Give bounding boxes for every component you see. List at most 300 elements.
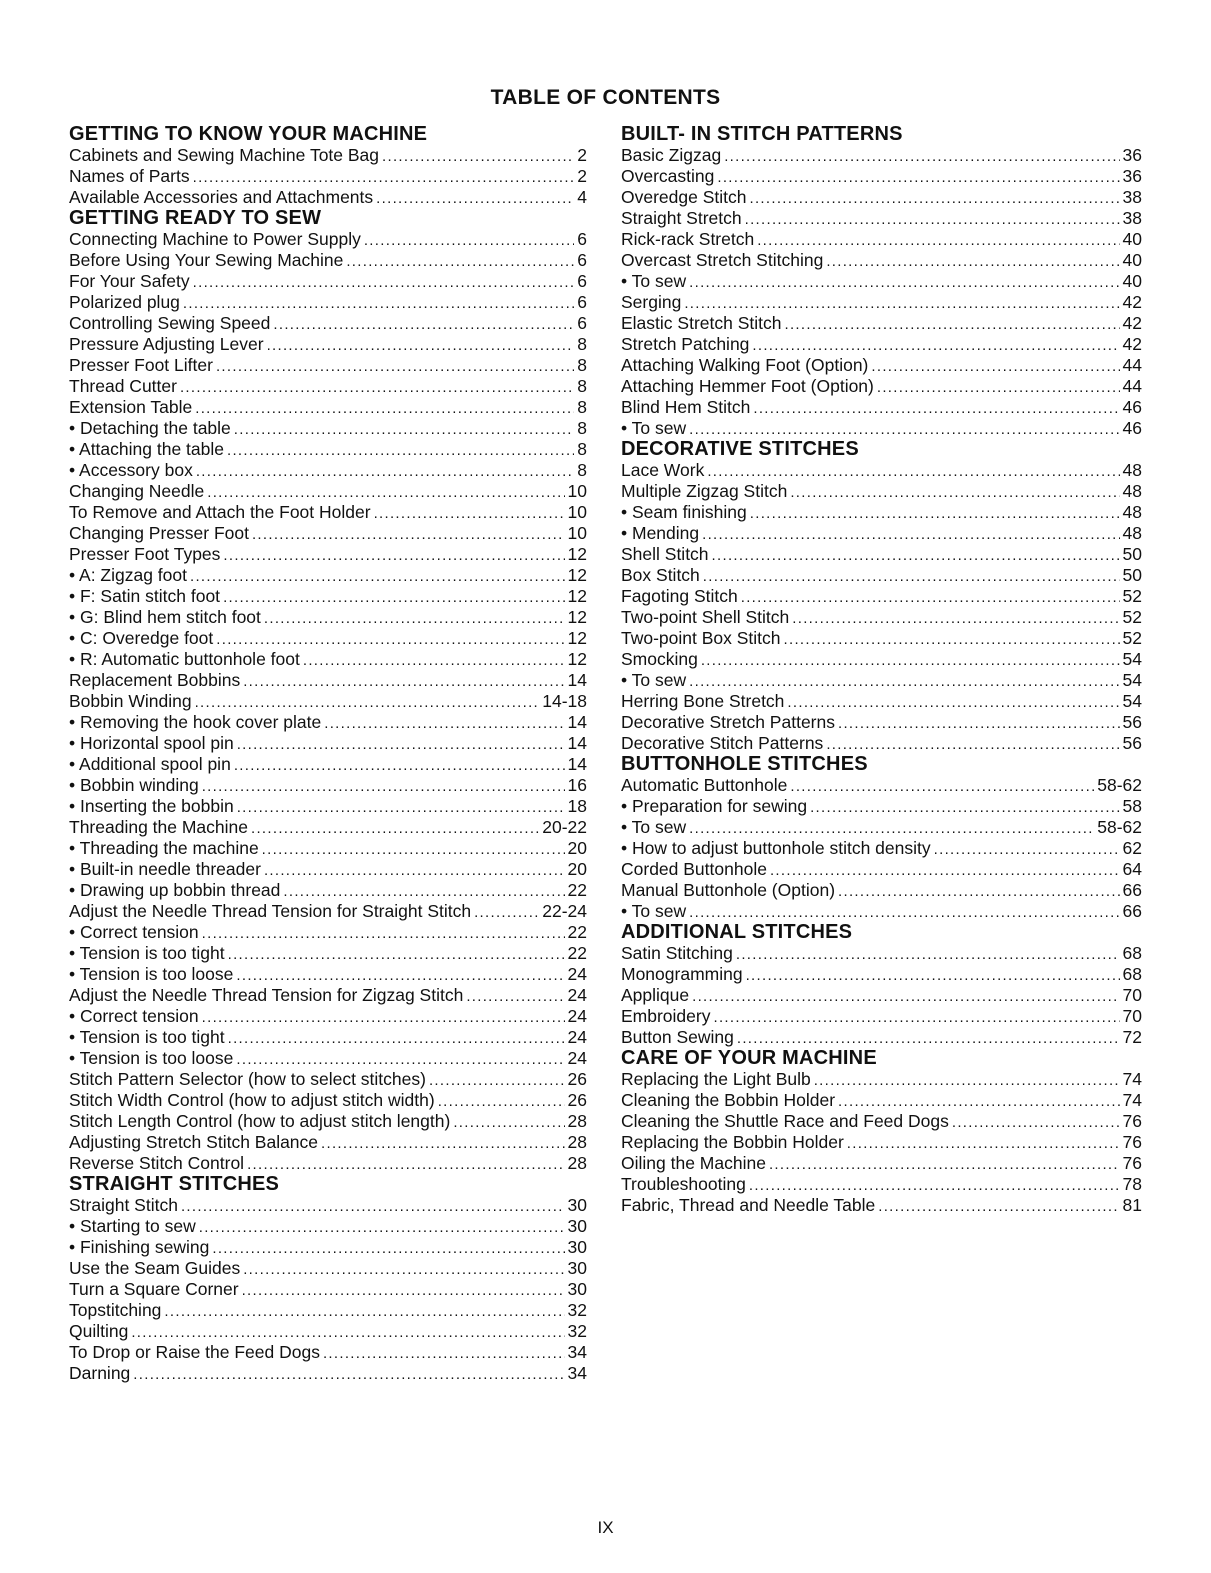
entry-title: • To sew <box>621 670 687 690</box>
toc-entry[interactable] <box>621 670 1142 691</box>
toc-entry[interactable] <box>69 586 587 607</box>
dot-leader <box>181 1196 565 1217</box>
toc-entry[interactable] <box>621 313 1142 334</box>
toc-entry[interactable] <box>621 943 1142 964</box>
toc-entry[interactable] <box>69 817 587 838</box>
toc-entry[interactable] <box>69 250 587 271</box>
toc-entry[interactable] <box>621 1069 1142 1090</box>
dot-leader <box>247 1154 564 1175</box>
dot-leader <box>724 146 1119 167</box>
toc-entry[interactable] <box>621 271 1142 292</box>
entry-page-number: 16 <box>567 775 587 795</box>
toc-entry[interactable] <box>69 628 587 649</box>
dot-leader <box>474 902 539 923</box>
toc-entry[interactable] <box>69 1048 587 1069</box>
dot-leader <box>749 1175 1120 1196</box>
entry-title: Basic Zigzag <box>621 145 722 165</box>
toc-entry[interactable] <box>621 964 1142 985</box>
toc-entry[interactable] <box>69 1090 587 1111</box>
entry-page-number: 14 <box>567 733 587 753</box>
toc-right-column <box>621 124 1142 1216</box>
entry-page-number: 76 <box>1122 1153 1142 1173</box>
toc-entry[interactable] <box>69 712 587 733</box>
entry-title: • To sew <box>621 271 687 291</box>
entry-title: Changing Presser Foot <box>69 523 249 543</box>
dot-leader <box>264 608 565 629</box>
entry-title: Stitch Pattern Selector (how to select stitches) <box>69 1069 426 1089</box>
entry-title: Troubleshooting <box>621 1174 746 1194</box>
entry-page-number: 14 <box>567 712 587 732</box>
entry-title: Multiple Zigzag Stitch <box>621 481 788 501</box>
dot-leader <box>702 524 1119 545</box>
toc-entry[interactable] <box>69 964 587 985</box>
entry-title: • Preparation for sewing <box>621 796 808 816</box>
entry-page-number: 10 <box>567 481 587 501</box>
dot-leader <box>871 356 1119 377</box>
toc-entry[interactable] <box>69 796 587 817</box>
toc-entry[interactable] <box>69 754 587 775</box>
dot-leader <box>234 755 565 776</box>
entry-title: Overcast Stretch Stitching <box>621 250 824 270</box>
entry-title: Overedge Stitch <box>621 187 747 207</box>
entry-page-number: 48 <box>1122 481 1142 501</box>
toc-entry[interactable] <box>621 880 1142 901</box>
entry-page-number: 12 <box>567 649 587 669</box>
toc-entry[interactable] <box>621 145 1142 166</box>
entry-title: Lace Work <box>621 460 705 480</box>
entry-page-number: 38 <box>1122 187 1142 207</box>
entry-page-number: 8 <box>577 439 587 459</box>
toc-entry[interactable] <box>621 733 1142 754</box>
dot-leader <box>227 440 574 461</box>
toc-entry[interactable] <box>621 334 1142 355</box>
dot-leader <box>374 503 565 524</box>
entry-title: • Starting to sew <box>69 1216 196 1236</box>
toc-entry[interactable] <box>69 523 587 544</box>
toc-entry[interactable] <box>69 166 587 187</box>
toc-entry[interactable] <box>69 859 587 880</box>
entry-page-number: 12 <box>567 565 587 585</box>
toc-entry[interactable] <box>69 649 587 670</box>
toc-entry[interactable] <box>69 439 587 460</box>
entry-title: • Drawing up bobbin thread <box>69 880 281 900</box>
dot-leader <box>262 839 565 860</box>
dot-leader <box>237 797 565 818</box>
dot-leader <box>703 566 1120 587</box>
entry-title: Box Stitch <box>621 565 700 585</box>
entry-page-number: 76 <box>1122 1132 1142 1152</box>
dot-leader <box>707 461 1119 482</box>
entry-page-number: 52 <box>1122 607 1142 627</box>
toc-entry[interactable] <box>621 859 1142 880</box>
entry-title: Attaching Hemmer Foot (Option) <box>621 376 874 396</box>
dot-leader <box>878 1196 1119 1217</box>
section-heading: DECORATIVE STITCHES <box>621 438 859 460</box>
toc-entry[interactable] <box>69 376 587 397</box>
dot-leader <box>753 398 1119 419</box>
toc-entry[interactable] <box>69 670 587 691</box>
toc-entry[interactable] <box>621 901 1142 922</box>
dot-leader <box>684 293 1119 314</box>
dot-leader <box>273 314 574 335</box>
toc-entry[interactable] <box>621 586 1142 607</box>
entry-title: Polarized plug <box>69 292 180 312</box>
toc-entry[interactable] <box>69 355 587 376</box>
section-heading: CARE OF YOUR MACHINE <box>621 1047 877 1069</box>
entry-page-number: 54 <box>1122 649 1142 669</box>
toc-entry[interactable] <box>621 481 1142 502</box>
entry-title: Overcasting <box>621 166 715 186</box>
toc-entry[interactable] <box>621 376 1142 397</box>
entry-title: Bobbin Winding <box>69 691 192 711</box>
toc-entry[interactable] <box>621 523 1142 544</box>
entry-page-number: 40 <box>1122 250 1142 270</box>
toc-entry[interactable] <box>621 691 1142 712</box>
dot-leader <box>376 188 574 209</box>
entry-page-number: 26 <box>567 1069 587 1089</box>
dot-leader <box>131 1322 564 1343</box>
toc-entry[interactable] <box>621 1195 1142 1216</box>
entry-title: Manual Buttonhole (Option) <box>621 880 836 900</box>
toc-entry[interactable] <box>69 838 587 859</box>
toc-entry[interactable] <box>69 775 587 796</box>
entry-title: Adjust the Needle Thread Tension for Zigzag Stitch <box>69 985 464 1005</box>
toc-entry[interactable] <box>69 292 587 313</box>
entry-page-number: 30 <box>567 1216 587 1236</box>
dot-leader <box>741 587 1120 608</box>
entry-page-number: 58-62 <box>1097 775 1142 795</box>
dot-leader <box>689 419 1119 440</box>
entry-title: • How to adjust buttonhole stitch density <box>621 838 931 858</box>
entry-title: Before Using Your Sewing Machine <box>69 250 344 270</box>
toc-entry[interactable] <box>69 187 587 208</box>
toc-entry[interactable] <box>621 418 1142 439</box>
toc-entry[interactable] <box>621 985 1142 1006</box>
toc-entry[interactable] <box>621 250 1142 271</box>
dot-leader <box>324 713 564 734</box>
dot-leader <box>223 545 564 566</box>
toc-entry[interactable] <box>621 208 1142 229</box>
toc-entry[interactable] <box>69 1069 587 1090</box>
toc-entry[interactable] <box>69 334 587 355</box>
toc-entry[interactable] <box>621 292 1142 313</box>
toc-entry[interactable] <box>621 607 1142 628</box>
dot-leader <box>195 692 540 713</box>
entry-title: • Accessory box <box>69 460 193 480</box>
dot-leader <box>267 335 575 356</box>
entry-page-number: 10 <box>567 523 587 543</box>
entry-page-number: 20-22 <box>542 817 587 837</box>
entry-page-number: 81 <box>1122 1195 1142 1215</box>
entry-title: Available Accessories and Attachments <box>69 187 374 207</box>
dot-leader <box>228 944 565 965</box>
dot-leader <box>689 818 1094 839</box>
entry-page-number: 68 <box>1122 964 1142 984</box>
entry-title: • Correct tension <box>69 922 199 942</box>
entry-title: Fabric, Thread and Needle Table <box>621 1195 876 1215</box>
toc-left-column <box>69 124 587 1384</box>
dot-leader <box>183 293 574 314</box>
dot-leader <box>223 587 564 608</box>
entry-page-number: 56 <box>1122 712 1142 732</box>
toc-entry[interactable] <box>69 565 587 586</box>
entry-page-number: 46 <box>1122 397 1142 417</box>
dot-leader <box>934 839 1120 860</box>
entry-page-number: 24 <box>567 1048 587 1068</box>
entry-title: Thread Cutter <box>69 376 177 396</box>
toc-entry[interactable] <box>69 1279 587 1300</box>
entry-page-number: 44 <box>1122 355 1142 375</box>
dot-leader <box>195 398 574 419</box>
entry-title: • Tension is too tight <box>69 1027 225 1047</box>
dot-leader <box>689 671 1119 692</box>
toc-entry[interactable] <box>69 145 587 166</box>
dot-leader <box>212 1238 564 1259</box>
toc-entry[interactable] <box>69 1237 587 1258</box>
entry-title: Herring Bone Stretch <box>621 691 785 711</box>
toc-entry[interactable] <box>69 1321 587 1342</box>
entry-title: Adjusting Stretch Stitch Balance <box>69 1132 319 1152</box>
entry-page-number: 36 <box>1122 166 1142 186</box>
toc-entry[interactable] <box>621 1174 1142 1195</box>
toc-entry[interactable] <box>621 649 1142 670</box>
entry-title: Rick-rack Stretch <box>621 229 755 249</box>
dot-leader <box>712 545 1120 566</box>
entry-title: Embroidery <box>621 1006 711 1026</box>
entry-title: • Tension is too loose <box>69 1048 234 1068</box>
entry-page-number: 28 <box>567 1153 587 1173</box>
dot-leader <box>237 734 565 755</box>
toc-entry[interactable] <box>69 481 587 502</box>
toc-entry[interactable] <box>621 1006 1142 1027</box>
toc-entry[interactable] <box>69 418 587 439</box>
entry-page-number: 22 <box>567 880 587 900</box>
dot-leader <box>196 461 574 482</box>
entry-title: • R: Automatic buttonhole foot <box>69 649 300 669</box>
toc-entry[interactable] <box>621 1132 1142 1153</box>
entry-title: Satin Stitching <box>621 943 733 963</box>
entry-title: • Horizontal spool pin <box>69 733 234 753</box>
entry-title: Topstitching <box>69 1300 162 1320</box>
toc-entry[interactable] <box>621 229 1142 250</box>
entry-title: Two-point Box Stitch <box>621 628 781 648</box>
entry-title: Shell Stitch <box>621 544 709 564</box>
toc-entry[interactable] <box>69 1363 587 1384</box>
toc-entry[interactable] <box>621 166 1142 187</box>
toc-entry[interactable] <box>69 313 587 334</box>
dot-leader <box>787 692 1119 713</box>
dot-leader <box>692 986 1119 1007</box>
entry-page-number: 12 <box>567 607 587 627</box>
entry-title: Blind Hem Stitch <box>621 397 751 417</box>
section-heading: BUILT- IN STITCH PATTERNS <box>621 123 903 145</box>
entry-page-number: 30 <box>567 1237 587 1257</box>
entry-title: To Remove and Attach the Foot Holder <box>69 502 371 522</box>
toc-entry[interactable] <box>69 460 587 481</box>
dot-leader <box>234 419 574 440</box>
dot-leader <box>701 650 1120 671</box>
dot-leader <box>838 713 1120 734</box>
entry-title: • F: Satin stitch foot <box>69 586 221 606</box>
toc-entry[interactable] <box>621 775 1142 796</box>
entry-page-number: 28 <box>567 1132 587 1152</box>
dot-leader <box>364 230 574 251</box>
entry-title: Adjust the Needle Thread Tension for Straight Stitch <box>69 901 472 921</box>
toc-entry[interactable] <box>621 628 1142 649</box>
dot-leader <box>429 1070 565 1091</box>
entry-page-number: 48 <box>1122 502 1142 522</box>
entry-page-number: 52 <box>1122 628 1142 648</box>
toc-entry[interactable] <box>69 1153 587 1174</box>
toc-entry[interactable] <box>69 901 587 922</box>
entry-page-number: 36 <box>1122 145 1142 165</box>
entry-title: • Tension is too loose <box>69 964 234 984</box>
entry-page-number: 78 <box>1122 1174 1142 1194</box>
toc-entry[interactable] <box>621 544 1142 565</box>
entry-page-number: 58 <box>1122 796 1142 816</box>
toc-entry[interactable] <box>621 565 1142 586</box>
toc-entry[interactable] <box>69 502 587 523</box>
toc-entry[interactable] <box>621 817 1142 838</box>
toc-entry[interactable] <box>69 985 587 1006</box>
toc-entry[interactable] <box>621 1027 1142 1048</box>
toc-entry[interactable] <box>621 502 1142 523</box>
entry-title: Decorative Stretch Patterns <box>621 712 835 732</box>
dot-leader <box>792 608 1119 629</box>
entry-title: Automatic Buttonhole <box>621 775 788 795</box>
entry-title: • C: Overedge foot <box>69 628 214 648</box>
toc-entry[interactable] <box>69 1216 587 1237</box>
dot-leader <box>784 629 1120 650</box>
entry-page-number: 22 <box>567 943 587 963</box>
entry-page-number: 24 <box>567 1006 587 1026</box>
entry-title: • G: Blind hem stitch foot <box>69 607 261 627</box>
entry-page-number: 14 <box>567 670 587 690</box>
toc-entry[interactable] <box>621 397 1142 418</box>
dot-leader <box>770 860 1120 881</box>
entry-title: • Built-in needle threader <box>69 859 261 879</box>
dot-leader <box>323 1343 565 1364</box>
toc-entry[interactable] <box>621 796 1142 817</box>
entry-page-number: 12 <box>567 544 587 564</box>
entry-title: Presser Foot Types <box>69 544 221 564</box>
toc-entry[interactable] <box>621 1111 1142 1132</box>
entry-page-number: 54 <box>1122 691 1142 711</box>
dot-leader <box>838 1091 1119 1112</box>
toc-entry[interactable] <box>69 607 587 628</box>
dot-leader <box>202 923 565 944</box>
entry-title: Extension Table <box>69 397 193 417</box>
entry-title: Stitch Width Control (how to adjust stitch width) <box>69 1090 435 1110</box>
dot-leader <box>745 209 1120 230</box>
dot-leader <box>202 776 565 797</box>
dot-leader <box>750 503 1120 524</box>
entry-page-number: 32 <box>567 1300 587 1320</box>
toc-entry[interactable] <box>69 1342 587 1363</box>
toc-entry[interactable] <box>69 1195 587 1216</box>
dot-leader <box>717 167 1119 188</box>
dot-leader <box>736 944 1120 965</box>
entry-title: Corded Buttonhole <box>621 859 767 879</box>
toc-entry[interactable] <box>69 544 587 565</box>
entry-title: • To sew <box>621 901 687 921</box>
entry-page-number: 30 <box>567 1279 587 1299</box>
toc-entry[interactable] <box>621 838 1142 859</box>
entry-title: Stretch Patching <box>621 334 750 354</box>
section-heading: GETTING TO KNOW YOUR MACHINE <box>69 123 428 145</box>
toc-entry[interactable] <box>69 1006 587 1027</box>
dot-leader <box>453 1112 564 1133</box>
toc-entry[interactable] <box>69 880 587 901</box>
entry-page-number: 6 <box>577 271 587 291</box>
entry-title: • Bobbin winding <box>69 775 199 795</box>
entry-page-number: 42 <box>1122 334 1142 354</box>
entry-page-number: 6 <box>577 313 587 333</box>
entry-title: Applique <box>621 985 690 1005</box>
dot-leader <box>737 1028 1120 1049</box>
toc-entry[interactable] <box>69 1258 587 1279</box>
dot-leader <box>826 734 1119 755</box>
toc-entry[interactable] <box>621 355 1142 376</box>
entry-page-number: 22 <box>567 922 587 942</box>
entry-page-number: 14-18 <box>542 691 587 711</box>
toc-entry[interactable] <box>69 733 587 754</box>
entry-page-number: 8 <box>577 460 587 480</box>
entry-page-number: 22-24 <box>542 901 587 921</box>
entry-page-number: 8 <box>577 334 587 354</box>
entry-page-number: 6 <box>577 250 587 270</box>
entry-page-number: 68 <box>1122 943 1142 963</box>
toc-entry[interactable] <box>69 1300 587 1321</box>
toc-entry[interactable] <box>69 229 587 250</box>
entry-page-number: 58-62 <box>1097 817 1142 837</box>
toc-entry[interactable] <box>69 397 587 418</box>
entry-title: Cleaning the Bobbin Holder <box>621 1090 836 1110</box>
entry-title: Two-point Shell Stitch <box>621 607 790 627</box>
toc-entry[interactable] <box>69 691 587 712</box>
toc-entry[interactable] <box>621 1153 1142 1174</box>
toc-entry[interactable] <box>69 922 587 943</box>
dot-leader <box>749 188 1119 209</box>
toc-entry[interactable] <box>621 460 1142 481</box>
entry-page-number: 2 <box>577 145 587 165</box>
dot-leader <box>242 1280 565 1301</box>
toc-entry[interactable] <box>69 1027 587 1048</box>
toc-entry[interactable] <box>69 943 587 964</box>
entry-page-number: 38 <box>1122 208 1142 228</box>
dot-leader <box>251 818 539 839</box>
dot-leader <box>847 1133 1120 1154</box>
dot-leader <box>303 650 565 671</box>
entry-page-number: 48 <box>1122 523 1142 543</box>
toc-entry[interactable] <box>621 1090 1142 1111</box>
entry-page-number: 12 <box>567 586 587 606</box>
entry-title: Attaching Walking Foot (Option) <box>621 355 869 375</box>
toc-entry[interactable] <box>69 1111 587 1132</box>
toc-entry[interactable] <box>621 712 1142 733</box>
entry-page-number: 10 <box>567 502 587 522</box>
dot-leader <box>757 230 1119 251</box>
toc-entry[interactable] <box>69 271 587 292</box>
entry-title: Decorative Stitch Patterns <box>621 733 824 753</box>
toc-entry[interactable] <box>69 1132 587 1153</box>
toc-entry[interactable] <box>621 187 1142 208</box>
dot-leader <box>228 1028 565 1049</box>
dot-leader <box>236 965 564 986</box>
dot-leader <box>784 314 1119 335</box>
dot-leader <box>790 482 1119 503</box>
entry-page-number: 8 <box>577 397 587 417</box>
